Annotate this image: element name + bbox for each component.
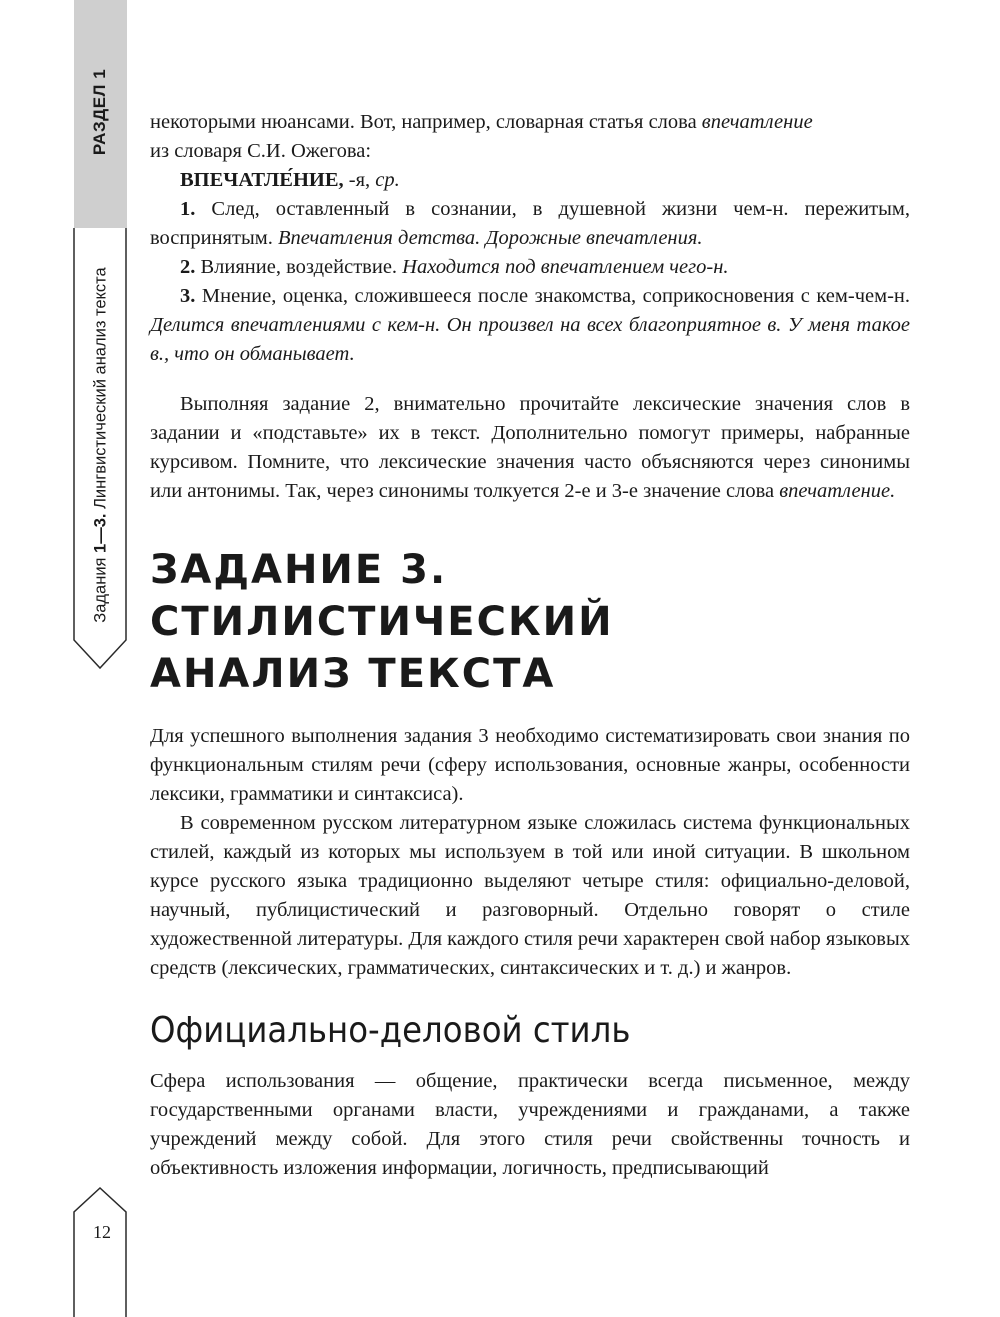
dictionary-sense: 1. След, оставленный в сознании, в душевной жизни чем-н. пережитым, воспринятым. Впечатления детства. Дорожные впечатления. [150, 198, 910, 249]
task3-paragraph-1: Для успешного выполнения задания 3 необходимо систематизировать свои знания по функциональным стилям речи (сферу использования, основные жанры, особенности лексики, грамматики и синтаксиса). [150, 725, 910, 805]
official-style-heading: Официально-деловой стиль [150, 1010, 631, 1051]
chapter-label: Задания 1—3. Лингвистический анализ текста [91, 267, 110, 623]
page-content [150, 108, 910, 1183]
section-label: РАЗДЕЛ 1 [90, 68, 109, 156]
page-number: 12 [93, 1222, 111, 1242]
instruction-paragraph: Выполняя задание 2, внимательно прочитайте лексические значения слов в задании и «подставьте» их в текст. Дополнительно помогут примеры, набранные курсивом. Помните, что лексические значения часто объясняются через синонимы или антонимы. Так, через синонимы толкуется 2-е и 3-е значение слова впечатление. [150, 393, 910, 502]
task3-heading: ЗАДАНИЕ 3. СТИЛИСТИЧЕСКИЙ АНАЛИЗ ТЕКСТА [150, 547, 614, 697]
task3-paragraph-2: В современном русском литературном языке сложилась система функциональных стилей, каждый из которых мы используем в той или иной ситуации. В школьном курсе русского языка традиционно выделяют четыре стиля: официально-деловой, научный, публицистический и разговорный. Отдельно говорят о стиле художественной литературы. Для каждого стиля речи характерен свой набор языковых средств (лексических, грамматических, синтаксических и т. д.) и жанров. [150, 812, 910, 979]
dictionary-sense: 3. Мнение, оценка, сложившееся после знакомства, соприкосновения с кем-чем-н. Делится впечатлениями с кем-н. Он произвел на всех благоприятное в. У меня такое в., что он обманывает. [150, 285, 910, 365]
chapter-tab-outline [72, 0, 132, 1317]
official-style-paragraph: Сфера использования — общение, практически всегда письменное, между государственными органами власти, учреждениями и гражданами, а также учреждений между собой. Для этого стиля речи свойственны точность и объективность изложения информации, логичность, предписывающий [150, 1070, 910, 1179]
dictionary-headword: ВПЕЧАТЛЕ́НИЕ, -я, ср. [180, 169, 400, 191]
intro-paragraph: некоторыми нюансами. Вот, например, словарная статья слова впечатление из словаря С.И. Ожегова: [150, 111, 813, 162]
dictionary-sense: 2. Влияние, воздействие. Находится под впечатлением чего-н. [180, 256, 729, 278]
